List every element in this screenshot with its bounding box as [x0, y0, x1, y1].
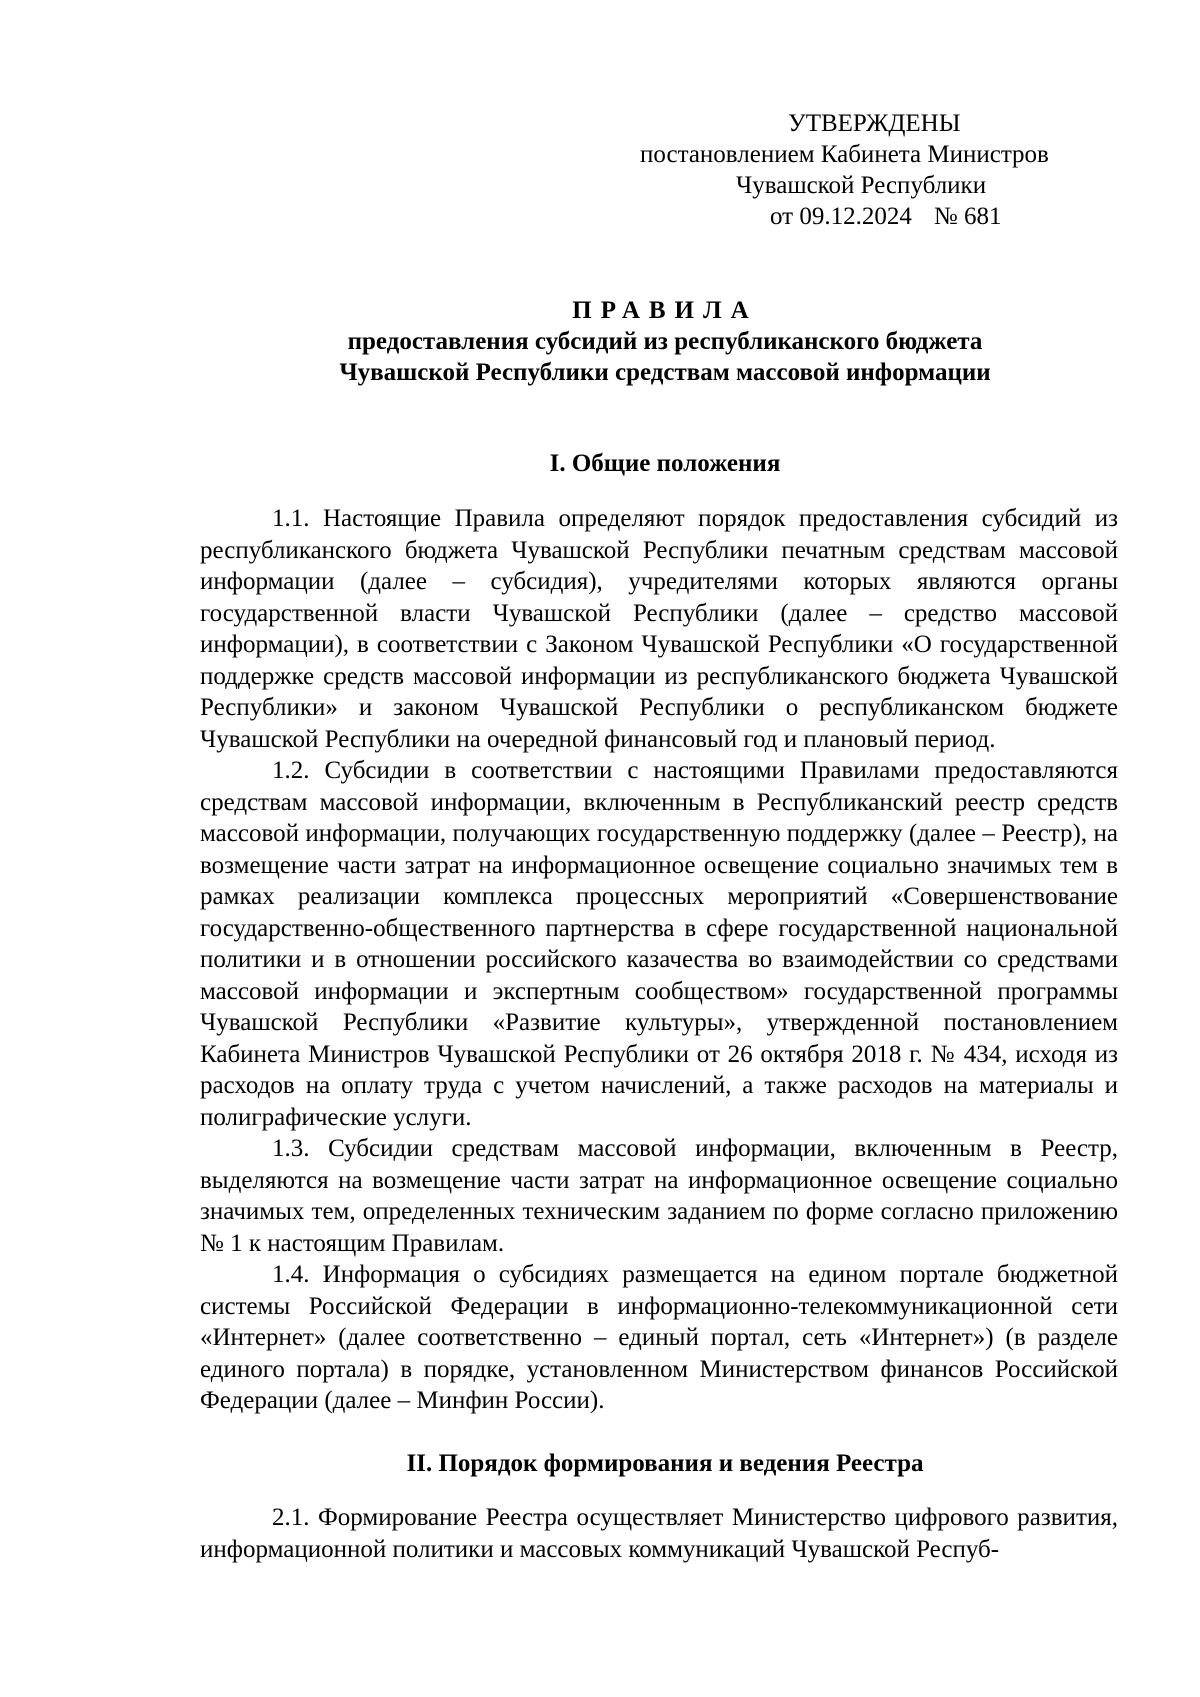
approval-authority: постановлением Кабинета Министров — [640, 141, 1049, 168]
paragraph-1-1: 1.1. Настоящие Правила определяют порядок предоставления субсидий из республиканского бюджета Чувашской Республики печатным средствам массовой информации (далее – субсидия), учредителями которых являются органы государственной власти Чувашской Республики (далее – средство массовой информации), в соответствии с Законом Чувашской Республики «О государственной поддержке средств массовой информации из республиканского бюджета Чувашской Республики» и законом Чувашской Республики о республиканском бюджете Чувашской Республики на очередной финансовый год и плановый период. — [200, 505, 1118, 753]
paragraph-1-4: 1.4. Информация о субсидиях размещается на едином портале бюджетной системы Российской Федерации в информационно-телекоммуникационной сети «Интернет» (далее соответственно – единый портал, сеть «Интернет») (в разделе единого портала) в порядке, установленном Министерством финансов Российской Федерации (далее – Минфин России). — [200, 1261, 1118, 1414]
document-type: ПРАВИЛА — [572, 297, 758, 324]
paragraph-1-2: 1.2. Субсидии в соответствии с настоящими Правилами предоставляются средствам массовой информации, включенным в Республиканский реестр средств массовой информации, получающих государственную поддержку (далее – Реестр), на возмещение части затрат на информационное освещение социально значимых тем в рамках реализации комплекса процессных мероприятий «Совершенствование государственно-общественного партнерства в сфере государственной национальной политики и в отношении российского казачества во взаимодействии со средствами массовой информации и экспертным сообществом» государственной программы Чувашской Республики «Развитие культуры», утвержденной постановлением Кабинета Министров Чувашской Республики от 26 октября 2018 г. № 434, исходя из расходов на оплату труда с учетом начислений, а также расходов на материалы и полиграфические услуги. — [200, 757, 1118, 1131]
document-title-line-1: предоставления субсидий из республиканского бюджета — [347, 328, 983, 355]
section-heading-registry: II. Порядок формирования и ведения Реестра — [406, 1450, 924, 1477]
paragraph-1-3: 1.3. Субсидии средствам массовой информации, включенным в Реестр, выделяются на возмещение части затрат на информационное освещение социально значимых тем, определенных техническим заданием по форме согласно приложению № 1 к настоящим Правилам. — [200, 1135, 1118, 1257]
section-heading-general: I. Общие положения — [549, 450, 781, 477]
approval-date-line — [770, 201, 1200, 232]
approval-date: от 09.12.2024 — [770, 203, 912, 230]
section-registry-body — [200, 1502, 1118, 1565]
section-general-body — [200, 503, 1118, 1417]
approval-region: Чувашской Республики — [736, 172, 987, 199]
approval-stamp — [640, 108, 1120, 232]
document-title — [200, 295, 1130, 388]
paragraph-2-1: 2.1. Формирование Реестра осуществляет Министерство цифрового развития, информационной политики и массовых коммуникаций Чувашской Респуб- — [200, 1504, 1118, 1563]
approval-heading: УТВЕРЖДЕНЫ — [788, 110, 961, 137]
document-title-line-2: Чувашской Республики средствам массовой информации — [339, 359, 991, 386]
approval-number: № 681 — [933, 203, 1002, 230]
